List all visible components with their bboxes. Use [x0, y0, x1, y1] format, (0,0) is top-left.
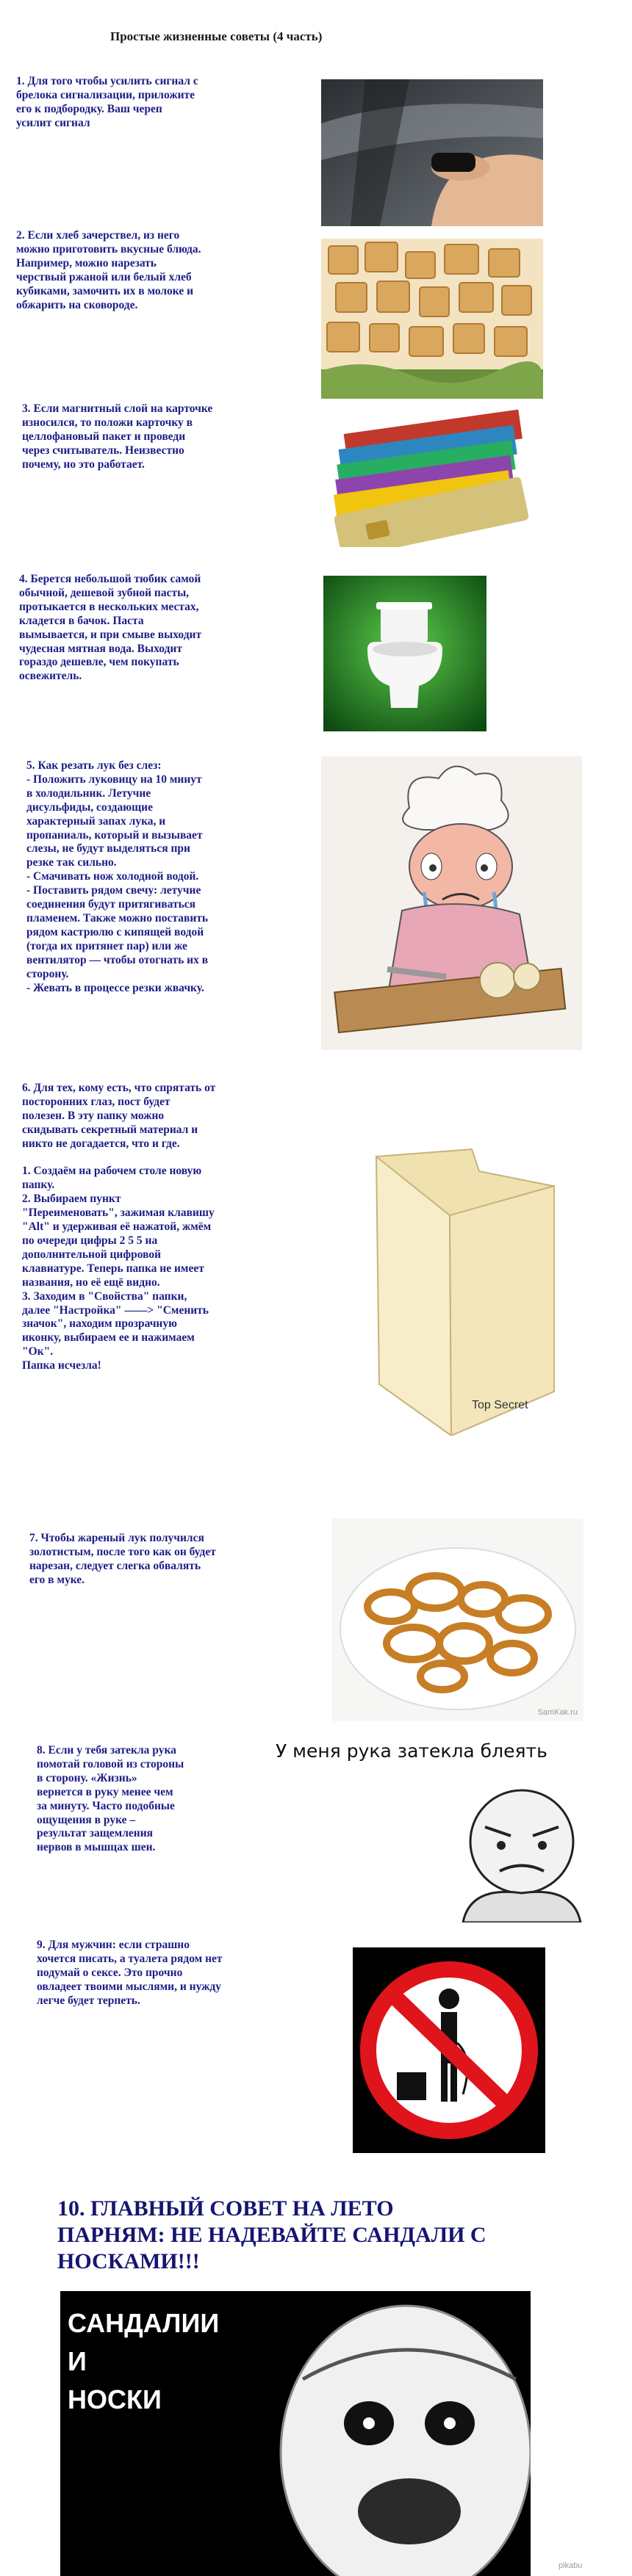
tip-4-text: 4. Берется небольшой тюбик самой обычной, дешевой зубной пасты, протыкается в нескольких местах, кладется в бачок. Паста вымывается, и при смыве выходит чудесная мятная вода. Выходит гораздо дешевле, чем покупать освежитель.: [19, 573, 202, 683]
bottom-watermark: pikabu: [559, 2561, 583, 2570]
rage-face-image: [441, 1776, 603, 1922]
credit-cards-image: [321, 408, 543, 547]
croutons-image: [321, 239, 543, 399]
folder-image: [362, 1142, 575, 1436]
tip-1-text: 1. Для того чтобы усилить сигнал с брелока сигнализации, приложите его к подбородку. Ваш череп усилит сигнал: [16, 75, 198, 129]
tip-9-text: 9. Для мужчин: если страшно хочется писать, а туалета рядом нет подумай о сексе. Это прочно овладеет твоими мыслями, и нужду легче будет терпеть.: [37, 1939, 223, 2007]
tip-6-text: 6. Для тех, кому есть, что спрятать от посторонних глаз, пост будет полезен. В эту папку можно скидывать секретный материал и никто не догадается, что и где. 1. Создаём на рабочем столе новую папку. 2. Выбираем пункт "Переименовать", зажимая клавишу "Alt" и удерживая её нажатой, жмём по очереди цифры 2 5 5 на дополнительной цифровой клавиатуре. Теперь папка не имеет названия, но её ещё видно. 3. Заходим в "Свойства" папки, далее "Настройка" ——> "Сменить значок", находим прозрачную иконку, выбираем ее и нажимаем "Ок". Папка исчезла!: [22, 1082, 216, 1372]
sandals-meme-image: [60, 2291, 531, 2576]
tip-5-text: 5. Как резать лук без слез: - Положить луковицу на 10 минут в холодильник. Летучие дисульфиды, создающие характерный запах лука, и пропаниаль, который и вызывает слезы, не будут выделяться при резке так сильно. - Смачивать нож холодной водой. - Поставить рядом свечу: летучие соединения будут притягиваться пламенем. Также можно поставить рядом кастрюлю с кипящей водой (тогда их притянет пар) или же вентилятор — чтобы отогнать их в сторону. - Жевать в процессе резки жвачку.: [26, 759, 209, 994]
meme-8-caption: У меня рука затекла блеять: [276, 1740, 547, 1762]
fried-onion-image: [332, 1519, 583, 1721]
tip-2-text: 2. Если хлеб зачерствел, из него можно приготовить вкусные блюда. Например, можно нарезать черствый ржаной или белый хлеб кубиками, замочить их в молоке и обжарить на сковороде.: [16, 229, 201, 311]
no-urinating-sign-image: [353, 1947, 545, 2153]
tip-7-text: 7. Чтобы жареный лук получился золотистым, после того как он будет нарезан, следует слегка обвалять его в муке.: [29, 1532, 216, 1586]
folder-caption: Top Secret: [472, 1399, 528, 1411]
page-title: Простые жизненные советы (4 часть): [110, 29, 323, 43]
crying-chef-image: [321, 756, 582, 1050]
tip-3-text: 3. Если магнитный слой на карточке износился, то положи карточку в целлофановый пакет и проведи через считыватель. Неизвестно почему, но это работает.: [22, 402, 213, 471]
meme-10-caption: САНДАЛИИ И НОСКИ: [68, 2308, 220, 2415]
toilet-image: [323, 576, 486, 731]
tip-8-text: 8. Если у тебя затекла рука помотай головой из стороны в сторону. «Жизнь» вернется в руку менее чем за минуту. Часто подобные ощущения в руке – результат защемления нервов в мышцах шеи.: [37, 1744, 184, 1854]
car-keyfob-image: [321, 79, 543, 226]
onion-watermark: SamKak.ru: [537, 1708, 578, 1717]
tip-10-text: 10. ГЛАВНЫЙ СОВЕТ НА ЛЕТО ПАРНЯМ: НЕ НАДЕВАЙТЕ САНДАЛИ С НОСКАМИ!!!: [57, 2196, 486, 2273]
